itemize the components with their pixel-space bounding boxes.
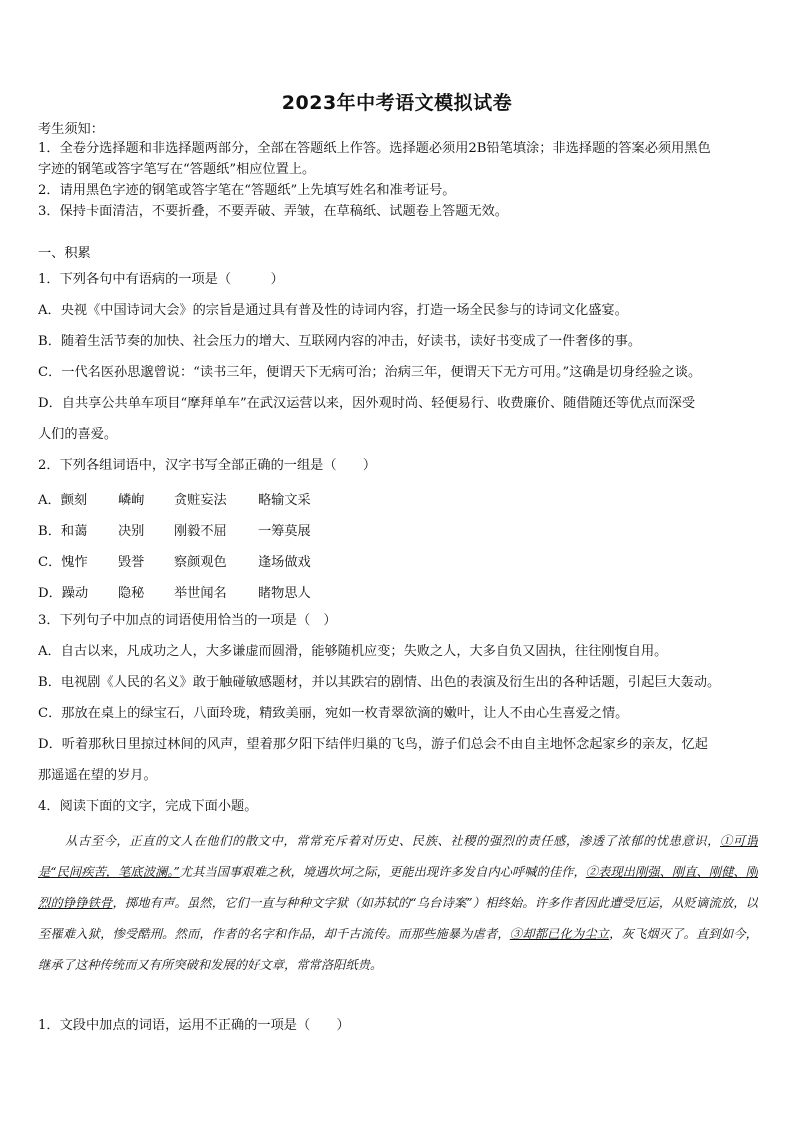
passage-text: 从古至今，正直的文人在他们的散文中，常常充斥着对历史、民族、社稷的强烈的责任感，渗透了浓郁的忧患意识， <box>65 834 720 848</box>
passage-underline-3: ③却都已化为尘立 <box>509 927 610 941</box>
q2-word: 毁誉 <box>118 555 145 570</box>
q2-stem: 2．下列各组词语中，汉字书写全部正确的一组是（ ） <box>38 458 377 473</box>
reading-passage <box>38 826 758 1016</box>
q1-option-c: C．一代名医孙思邈曾说：“读书三年，便谓天下无病可治；治病三年，便谓天下无方可用。”这确是切身经验之谈。 <box>38 365 702 380</box>
q3-option-b: B．电视剧《人民的名义》敢于触碰敏感题材，并以其跌宕的剧情、出色的表演及衍生出的各种话题，引起巨大轰动。 <box>38 675 721 690</box>
q1-option-d-cont: 人们的喜爱。 <box>38 427 118 442</box>
q1-stem: 1．下列各句中有语病的一项是（ ） <box>38 272 284 287</box>
q2-word: 一筹莫展 <box>258 524 311 539</box>
q3-option-d: D．听着那秋日里掠过林间的风声，望着那夕阳下结伴归巢的飞鸟，游子们总会不由自主地怀念起家乡的亲友，忆起 <box>38 737 708 752</box>
q2-word: 略输文采 <box>258 493 311 508</box>
passage-text: ，掷地有声。虽然，它们一直与种种文字狱（如苏轼的“乌台诗案”）相终始。许多作者因此遭受厄运，从贬谪流放，以至罹难入狱，惨受酷刑。然而，作者的名字和作品，却千古流传。而那些施暴为虐者， <box>38 896 758 941</box>
q3-option-a: A．自古以来，凡成功之人，大多谦虚而圆滑，能够随机应变；失败之人，大多自负又固执，往往刚愎自用。 <box>38 644 668 659</box>
q1-option-d: D．自共享公共单车项目“摩拜单车”在武汉运营以来，因外观时尚、轻便易行、收费廉价、随借随还等优点而深受 <box>38 396 696 411</box>
passage-underline-1: ①可谓是“民间疾苦，笔底波澜。” <box>38 834 758 879</box>
q4-sub1-stem: 1．文段中加点的词语，运用不正确的一项是（ ） <box>38 1018 350 1033</box>
passage-underline-2: ②表现出刚强、刚直、刚健、刚烈的铮铮铁骨 <box>38 865 758 910</box>
q2-word: 察颜观色 <box>174 555 227 570</box>
q3-option-d-cont: 那遥遥在望的岁月。 <box>38 768 157 783</box>
q2-word: D．躁动 <box>38 586 89 601</box>
q4-stem: 4．阅读下面的文字，完成下面小题。 <box>38 799 258 814</box>
q2-word: A．颤刻 <box>38 493 88 508</box>
notice-heading: 考生须知： <box>38 122 104 137</box>
passage-text: 尤其当国事艰难之秋，境遇坎坷之际，更能出现许多发自内心呼喊的佳作， <box>179 865 586 879</box>
q2-word: B．和蔼 <box>38 524 88 539</box>
q2-word: 决别 <box>118 524 145 539</box>
q3-stem: 3．下列句子中加点的词语使用恰当的一项是（ ） <box>38 613 337 628</box>
notice-item-3: 3．保持卡面清洁，不要折叠，不要弄破、弄皱，在草稿纸、试题卷上答题无效。 <box>38 204 508 219</box>
notice-item-1-cont: 字迹的钢笔或答字笔写在“答题纸”相应位置上。 <box>38 162 316 177</box>
notice-item-1: 1．全卷分选择题和非选择题两部分，全部在答题纸上作答。选择题必须用2B铅笔填涂；非选择题的答案必须用黑色 <box>38 141 711 156</box>
q2-word: 隐秘 <box>118 586 145 601</box>
q2-word: 举世闻名 <box>174 586 227 601</box>
passage-text: ，灰飞烟灭了。直到如今，继承了这种传统而又有所突破和发展的好文章，常常洛阳纸贵。 <box>38 927 758 972</box>
q2-word: C．愧怍 <box>38 555 88 570</box>
q1-option-a: A．央视《中国诗词大会》的宗旨是通过具有普及性的诗词内容，打造一场全民参与的诗词文化盛宴。 <box>38 303 628 318</box>
page-title: 2023年中考语文模拟试卷 <box>281 92 513 114</box>
q1-option-b: B．随着生活节奏的加快、社会压力的增大、互联网内容的冲击，好读书，读好书变成了一件奢侈的事。 <box>38 334 642 349</box>
q3-option-c: C．那放在桌上的绿宝石，八面玲珑，精致美丽，宛如一枚青翠欲滴的嫩叶，让人不由心生喜爱之情。 <box>38 706 629 721</box>
notice-item-2: 2．请用黑色字迹的钢笔或答字笔在“答题纸”上先填写姓名和准考证号。 <box>38 183 456 198</box>
q2-word: 刚毅不屈 <box>174 524 227 539</box>
q2-word: 睹物思人 <box>258 586 311 601</box>
q2-word: 贪赃妄法 <box>174 493 227 508</box>
section-heading: 一、积累 <box>38 246 91 261</box>
q2-word: 嶙峋 <box>118 493 145 508</box>
q2-word: 逢场做戏 <box>258 555 311 570</box>
